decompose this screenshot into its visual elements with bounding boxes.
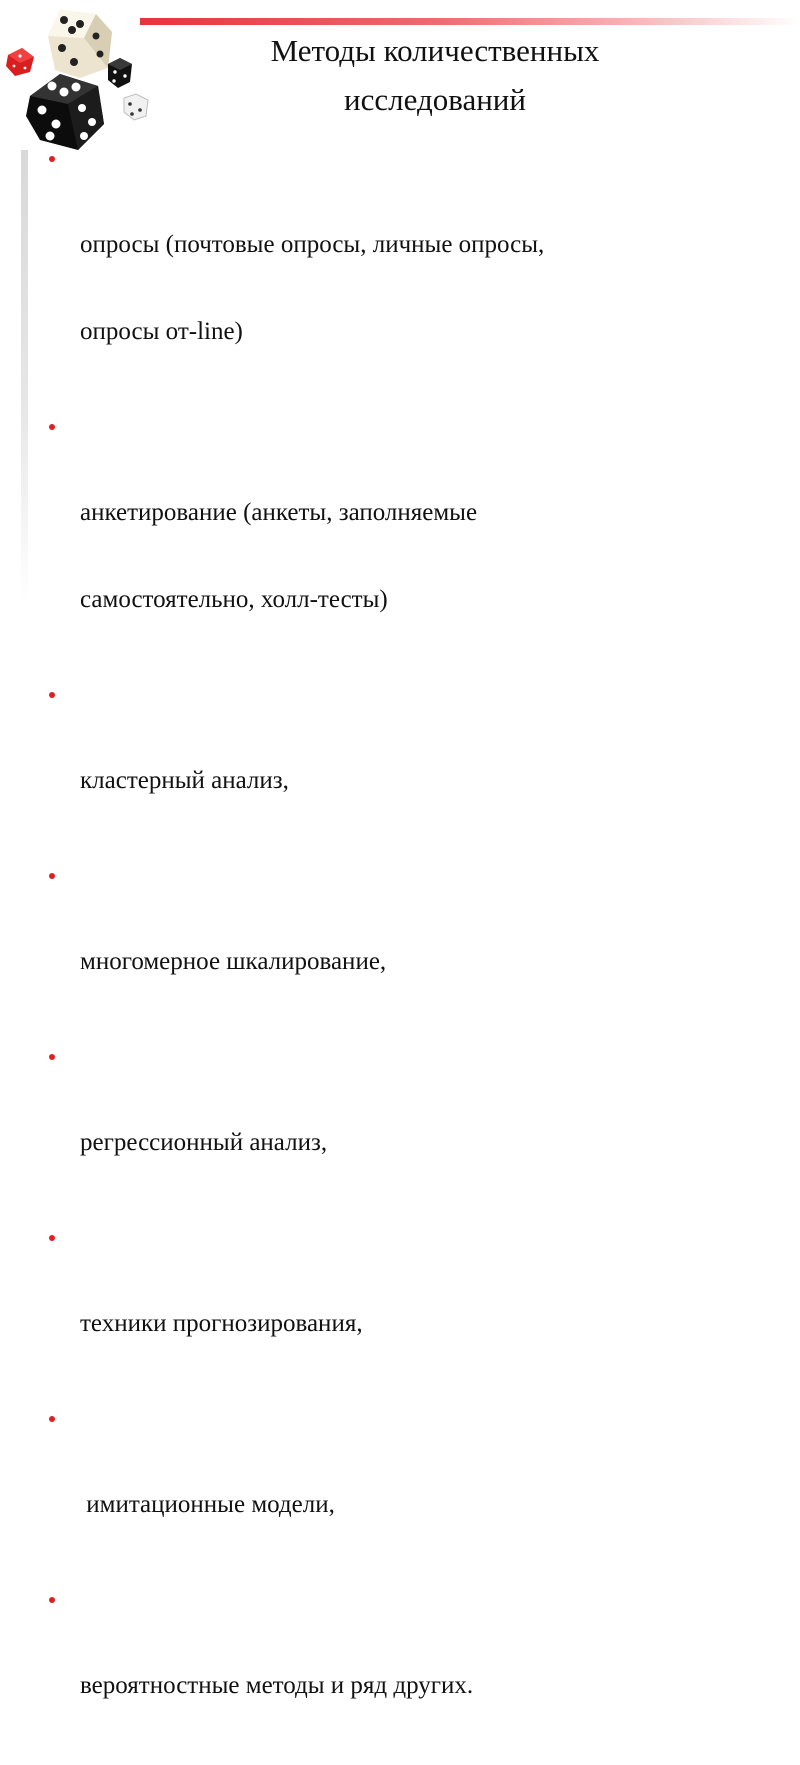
slide-title xyxy=(150,26,720,124)
bullet-dot-icon xyxy=(49,1597,55,1603)
bullet-item-surveys xyxy=(46,143,776,404)
small-white-die-icon xyxy=(124,94,148,120)
slide-title-line-1: Методы количественных xyxy=(270,33,600,68)
bullet-item-probabilistic-methods xyxy=(46,1584,776,1758)
bullet-text-line: опросы от-line) xyxy=(80,318,243,345)
bullet-text-line: кластерный анализ, xyxy=(80,767,289,794)
bullet-list xyxy=(46,143,776,1765)
ivory-die-icon xyxy=(48,10,112,78)
bullet-dot-icon xyxy=(49,1054,55,1060)
bullet-item-forecasting xyxy=(46,1222,776,1396)
bullet-text-line: имитационные модели, xyxy=(80,1491,335,1518)
bullet-item-multidimensional-scaling xyxy=(46,860,776,1034)
left-accent-rule xyxy=(21,150,28,600)
bullet-text-line: самостоятельно, холл-тесты) xyxy=(80,586,388,613)
bullet-item-questionnaires xyxy=(46,411,776,672)
dice-icon xyxy=(0,0,160,160)
bullet-text-line: регрессионный анализ, xyxy=(80,1129,328,1156)
large-black-die-icon xyxy=(26,74,104,150)
bullet-dot-icon xyxy=(49,692,55,698)
bullet-item-regression-analysis xyxy=(46,1041,776,1215)
bullet-text-line: многомерное шкалирование, xyxy=(80,948,387,975)
bullet-text-line: техники прогнозирования, xyxy=(80,1310,363,1337)
bullet-item-cluster-analysis xyxy=(46,679,776,853)
bullet-dot-icon xyxy=(49,1235,55,1241)
slide-title-line-2: исследований xyxy=(344,82,526,117)
bullet-item-simulation-models xyxy=(46,1403,776,1577)
small-black-die-icon xyxy=(108,58,132,88)
red-die-icon xyxy=(6,48,34,76)
bullet-dot-icon xyxy=(49,424,55,430)
bullet-text-line: опросы (почтовые опросы, личные опросы, xyxy=(80,231,545,258)
bullet-text-line: вероятностные методы и ряд других. xyxy=(80,1672,474,1699)
top-accent-rule xyxy=(140,18,800,25)
bullet-dot-icon xyxy=(49,873,55,879)
bullet-dot-icon xyxy=(49,156,55,162)
bullet-dot-icon xyxy=(49,1416,55,1422)
bullet-text-line: анкетирование (анкеты, заполняемые xyxy=(80,499,478,526)
